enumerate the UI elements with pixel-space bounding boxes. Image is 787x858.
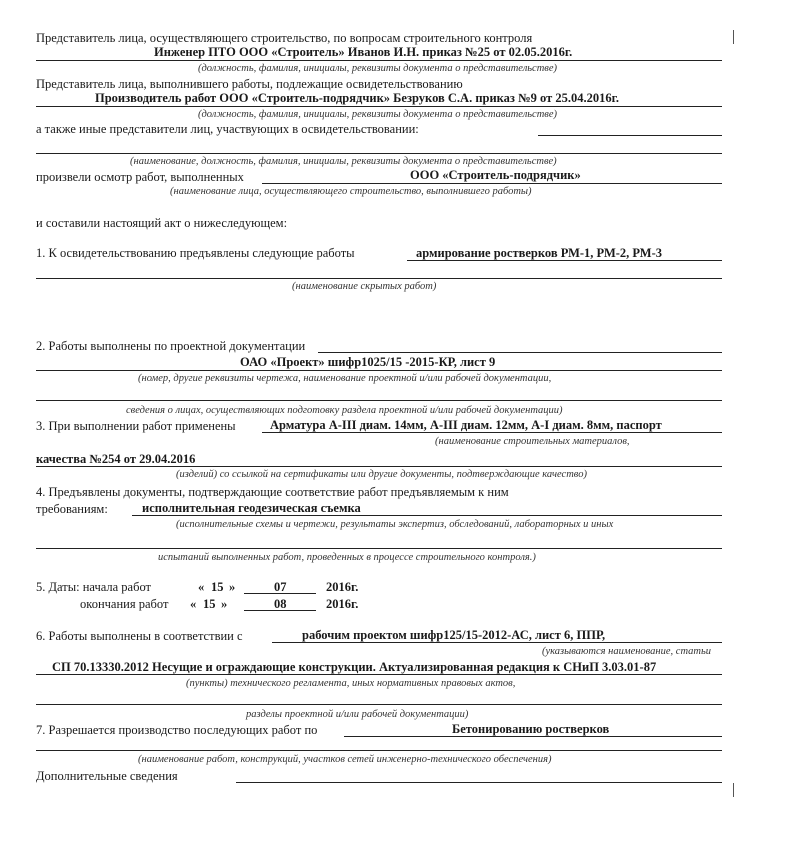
margin-mark-top (733, 30, 734, 44)
p6-line-a (272, 642, 722, 643)
p4-hint1: (исполнительные схемы и чертежи, результаты экспертиз, обследований, лабораторных и иных (176, 519, 614, 530)
p2-value: ОАО «Проект» шифр1025/15 -2015-КР, лист 9 (240, 355, 496, 369)
p2-hint1: (номер, другие реквизиты чертежа, наименование проектной и/или рабочей документации, (138, 373, 552, 384)
p4-label2: требованиям: (36, 502, 108, 516)
p5-end-label: окончания работ (80, 597, 169, 611)
p4-line-a (132, 515, 722, 516)
p5-start-day: 15 (211, 580, 224, 594)
p3-line-a (262, 432, 722, 433)
s3-line-a (538, 135, 722, 136)
extra-label: Дополнительные сведения (36, 769, 178, 783)
p5-start-month: 07 (274, 580, 287, 594)
p4-line-b (36, 548, 722, 549)
p5-end-year: 2016г. (326, 597, 359, 611)
s4-label: произвели осмотр работ, выполненных (36, 170, 244, 184)
p5-start-year: 2016г. (326, 580, 359, 594)
p5-start-quote-close: » (229, 580, 236, 594)
p3-value2: качества №254 от 29.04.2016 (36, 452, 196, 466)
s4-value: ООО «Строитель-подрядчик» (410, 168, 581, 182)
p1-label: 1. К освидетельствованию предъявлены следующие работы (36, 246, 355, 260)
s2-line (36, 106, 722, 107)
p6-label: 6. Работы выполнены в соответствии с (36, 629, 243, 643)
p3-hint2: (изделий) со ссылкой на сертификаты или другие документы, подтверждающие качество) (176, 469, 587, 480)
p2-line-c (36, 400, 722, 401)
p7-value: Бетонированию ростверков (452, 722, 610, 736)
p5-end-day: 15 (203, 597, 216, 611)
p7-hint: (наименование работ, конструкций, участков сетей инженерно-технического обеспечения) (138, 754, 552, 765)
p6-hint2: (пункты) технического регламента, иных нормативных правовых актов, (186, 678, 516, 689)
s1-value: Инженер ПТО ООО «Строитель» Иванов И.Н. приказ №25 от 02.05.2016г. (154, 45, 573, 59)
s2-hint: (должность, фамилия, инициалы, реквизиты документа о представительстве) (198, 109, 558, 120)
intro-text: и составили настоящий акт о нижеследующем: (36, 216, 288, 230)
s1-line (36, 60, 722, 61)
p7-line-b (36, 750, 722, 751)
p5-label: 5. Даты: начала работ (36, 580, 152, 594)
s3-line-b (36, 153, 722, 154)
p1-hint: (наименование скрытых работ) (292, 281, 437, 292)
p6-hint1: (указываются наименование, статьи (542, 646, 712, 657)
p6-value: рабочим проектом шифр125/15-2012-АС, лист 6, ППР, (302, 628, 606, 642)
p2-line-b (36, 370, 722, 371)
p3-hint1: (наименование строительных материалов, (435, 436, 630, 447)
s1-hint: (должность, фамилия, инициалы, реквизиты документа о представительстве) (198, 63, 558, 74)
s2-value: Производитель работ ООО «Строитель-подрядчик» Безруков С.А. приказ №9 от 25.04.2016г. (95, 91, 620, 105)
p6-value2: СП 70.13330.2012 Несущие и ограждающие конструкции. Актуализированная редакция к СНиП 3.03.01-87 (52, 660, 657, 674)
p4-label1: 4. Предъявлены документы, подтверждающие соответствие работ предъявляемым к ним (36, 485, 509, 499)
p5-end-quote-close: » (221, 597, 228, 611)
p4-hint2: испытаний выполненных работ, проведенных в процессе строительного контроля.) (158, 552, 536, 563)
p4-value: исполнительная геодезическая съемка (142, 501, 361, 515)
p2-line-a (318, 352, 722, 353)
s1-label: Представитель лица, осуществляющего строительство, по вопросам строительного контроля (36, 31, 533, 45)
p6-line-b (36, 674, 722, 675)
p5-end-quote-open: « (190, 597, 197, 611)
p3-line-b (36, 466, 722, 467)
p2-label: 2. Работы выполнены по проектной документации (36, 339, 306, 353)
extra-line-a (236, 782, 722, 783)
p3-value: Арматура А-III диам. 14мм, А-III диам. 12мм, А-I диам. 8мм, паспорт (270, 418, 662, 432)
p6-hint3: разделы проектной и/или рабочей документации) (246, 709, 469, 720)
s4-line (262, 183, 722, 184)
p3-label: 3. При выполнении работ применены (36, 419, 236, 433)
s4-hint: (наименование лица, осуществляющего строительство, выполнившего работы) (170, 186, 532, 197)
s2-label: Представитель лица, выполнившего работы, подлежащие освидетельствованию (36, 77, 463, 91)
s3-hint: (наименование, должность, фамилия, инициалы, реквизиты документа о представительстве) (130, 156, 557, 167)
p6-line-c (36, 704, 722, 705)
margin-mark-bottom (733, 783, 734, 797)
p1-line-a (407, 260, 722, 261)
p1-value: армирование ростверков РМ-1, РМ-2, РМ-3 (416, 246, 663, 260)
p5-end-month: 08 (274, 597, 287, 611)
p1-line-b (36, 278, 722, 279)
p2-hint2: сведения о лицах, осуществляющих подготовку раздела проектной и/или рабочей документации) (126, 405, 563, 416)
p5-start-quote-open: « (198, 580, 205, 594)
p7-label: 7. Разрешается производство последующих работ по (36, 723, 318, 737)
p7-line-a (344, 736, 722, 737)
s3-label: а также иные представители лиц, участвующих в освидетельствовании: (36, 122, 419, 136)
